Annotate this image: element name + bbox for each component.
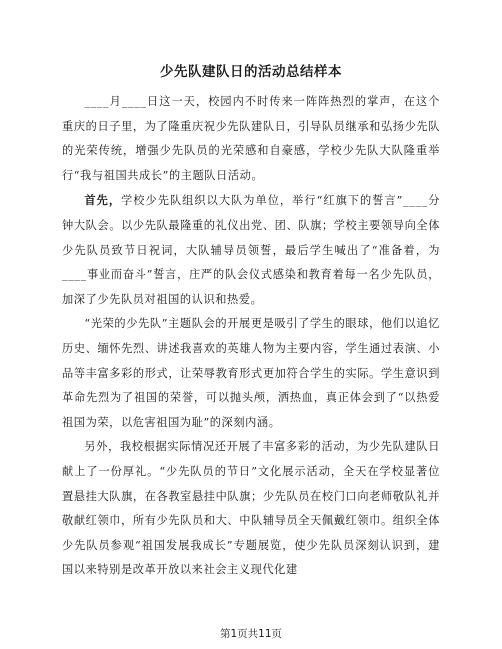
paragraph-text: 另外，我校根据实际情况还开展了丰富多彩的活动，为少先队建队日献上了一份厚礼。“少先队员的节日”文化展示活动，全天在学校显著位置悬挂大队旗，在各教室悬挂中队旗；少先队员在校门口向老师敬队礼并敬献红领巾，所有少先队员和大、中队辅导员全天佩戴红领巾。组织全体少先队员参观“祖国发展我成长”专题展览，使少先队员深刻认识到，建国以来特别是改革开放以来社会主义现代化建 [62, 440, 440, 577]
paragraph-text: ____月____日这一天，校园内不时传来一阵阵热烈的掌声，在这个重庆的日子里，为了隆重庆祝少先队建队日，引导队员继承和弘扬少先队的光荣传统，增强少先队员的光荣感和自豪感，学校少先队大队隆重举行“我与祖国共成长”的主题队日活动。 [62, 95, 440, 182]
page-footer: 第1页共11页 [219, 628, 283, 640]
paragraph-1 [62, 90, 440, 188]
document-body [62, 90, 440, 583]
page-title: 少先队建队日的活动总结样本 [160, 64, 342, 80]
paragraph-text: “光荣的少先队”主题队会的开展更是吸引了学生的眼球，他们以追忆历史、缅怀先烈、讲述我喜欢的英雄人物为主要内容，学生通过表演、小品等丰富多彩的形式，让荣辱教育形式更加符合学生的实际。学生意识到革命先烈为了祖国的荣誉，可以抛头颅，洒热血，真正体会到了“以热爱祖国为荣，以危害祖国为耻”的深刻内涵。 [62, 317, 440, 429]
paragraph-lead: 首先， [84, 193, 122, 208]
paragraph-4 [62, 435, 440, 583]
paragraph-2 [62, 188, 440, 312]
paragraph-3 [62, 312, 440, 435]
paragraph-text: 学校少先队组织以大队为单位，举行“红旗下的誓言”____分钟大队会。以少先队最隆重的礼仪出党、团、队旗；学校主要领导向全体少先队员致节日祝词，大队辅导员领誓，最后学生喊出了“准备着，为____事业而奋斗”誓言，庄严的队会仪式感染和教育着每一名少先队员，加深了少先队员对祖国的认识和热爱。 [62, 194, 440, 306]
